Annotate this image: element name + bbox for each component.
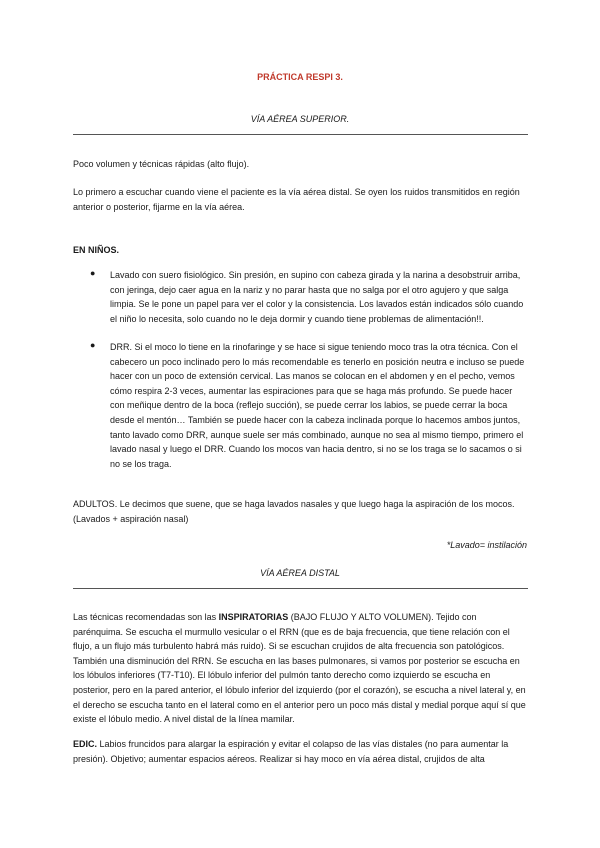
paragraph-adults [73, 497, 528, 526]
distal-text-a: Las técnicas recomendadas son las [73, 612, 219, 622]
bullet-drr [110, 340, 528, 471]
paragraph-distal [73, 610, 528, 727]
distal-inspiratorias: INSPIRATORIAS [218, 612, 289, 622]
subheading-children: EN NIÑOS. [73, 245, 120, 255]
bullet-drr-text: Si el moco lo tiene en la rinofaringe y se hace si sigue teniendo moco tras la otra técnica. Con el cabecero un poco inclinado pero lo más recomendable es tenerlo en posición neutra e incluso se puede hacer con un poco de extensión cervical. Las manos se colocan en el abdomen y en el pecho, vemos cómo respira 2-3 veces, aumentar las espiraciones para que se haga más profundo. Se puede hacer con meñique dentro de la boca (reflejo succión), se puede cerrar los labios, se puede cerrar la boca desde el mentón… También se puede hacer con la cabeza inclinada porque lo hacemos ambos juntos, tanto lavado como DRR, aunque suele ser más combinado, aunque no sea al mismo tiempo, primero el lavado nasal y luego el DRR. Cuando los mocos van hacia dentro, si no se los traga se lo sacamos o si no se los traga. [110, 342, 525, 469]
paragraph-intro: Poco volumen y técnicas rápidas (alto flujo). [73, 159, 250, 169]
note-lavado: *Lavado= instilación [446, 540, 527, 550]
adults-lead: ADULTOS [73, 499, 115, 509]
edic-text: Labios fruncidos para alargar la espiración y evitar el colapso de las vías distales (no para aumentar la presión). Objetivo; aumentar espacios aéreos. Realizar si hay moco en vía aérea distal, crujidos de alta [73, 739, 509, 764]
adults-text: . Le decimos que suene, que se haga lavados nasales y que luego haga la aspiración de los mocos. (Lavados + aspiración nasal) [73, 499, 515, 524]
page-title: PRÁCTICA RESPI 3. [257, 72, 343, 82]
bullet-drr-lead: DRR. [110, 342, 132, 352]
bullet-nasal-wash: Lavado con suero fisiológico. Sin presión, en supino con cabeza girada y la narina a desobstruir arriba, con jeringa, dejo caer agua en la nariz y no parar hasta que no salga por el otro agujero y que salga limpia. Se le pone un papel para ver el color y la consistencia. Los lavados están indicados sólo cuando el niño lo necesita, solo cuando no le deja dormir y cuando tiene problemas de alimentación!!. [110, 270, 524, 324]
bullet-marker: ● [90, 340, 96, 350]
distal-text-b: (BAJO FLUJO Y ALTO VOLUMEN). Tejido con parénquima. Se escucha el murmullo vesicular o el RRN (que es de baja frecuencia, que tiene relación con el flujo, a un flujo más turbulento habrá más ruido). Si se escuchan crujidos de alta frecuencia son patológicos. También una disminución del RRN. Se escucha en las bases pulmonares, si vamos por posterior se escucha en los lóbulos inferiores (T7-T10). El lóbulo inferior del pulmón tanto derecho como izquierdo se escucha en posterior, pero en la pared anterior, el lóbulo inferior del izquierdo (por el corazón), se escucha a nivel lateral y, en el derecho se escucha tanto en el lateral como en el anterior pero un poco más distal y medial porque aquí sí que existe el lóbulo medio. A nivel distal de la línea mamilar. [73, 612, 526, 725]
bullet-marker: ● [90, 268, 96, 278]
section-heading-distal-airway: VÍA AÉREA DISTAL [260, 568, 340, 578]
paragraph-edic [73, 737, 528, 766]
edic-lead: EDIC. [73, 739, 98, 749]
paragraph-listen: Lo primero a escuchar cuando viene el paciente es la vía aérea distal. Se oyen los ruidos transmitidos en región anterior o posterior, fijarme en la vía aérea. [73, 187, 520, 212]
section-heading-upper-airway: VÍA AÉREA SUPERIOR. [250, 114, 350, 124]
section-divider [73, 588, 528, 589]
section-divider [73, 134, 528, 135]
